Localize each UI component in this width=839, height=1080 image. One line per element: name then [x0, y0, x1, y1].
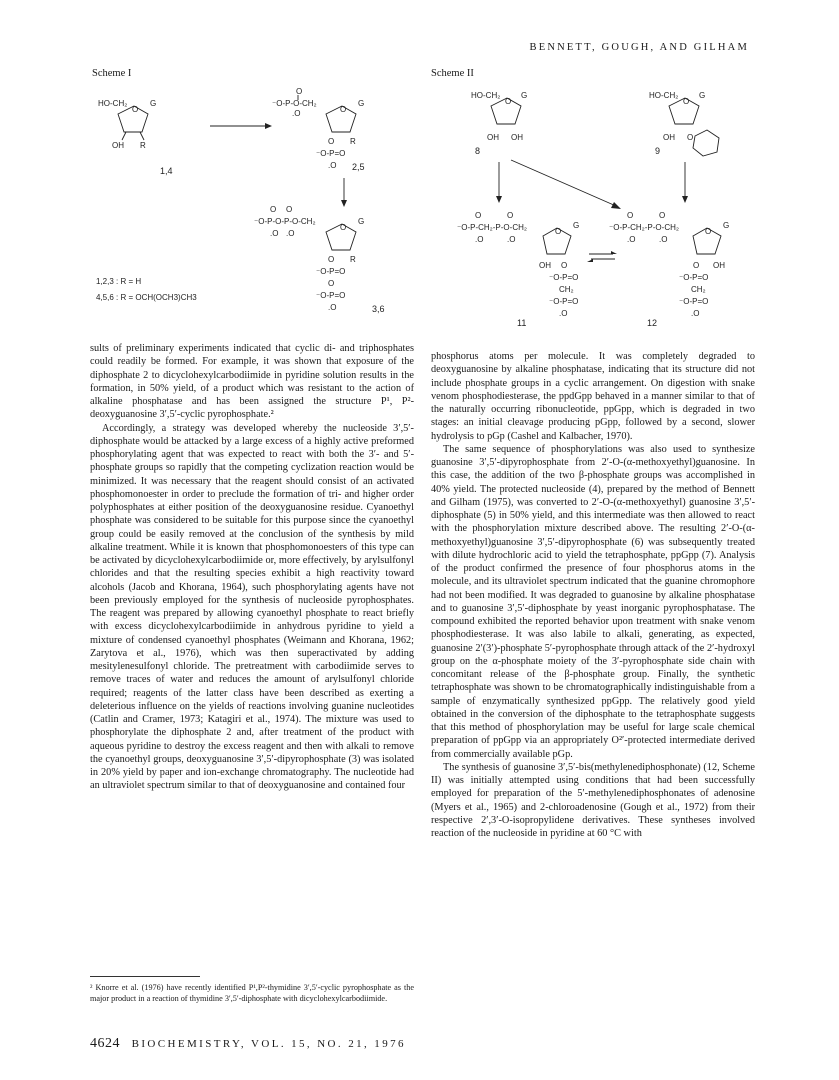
svg-text:⁻O-P=O: ⁻O-P=O	[549, 297, 579, 306]
scheme-2-label-8: 8	[475, 146, 481, 156]
svg-text:.O: .O	[286, 229, 295, 238]
scheme-2-label: Scheme II	[431, 68, 474, 79]
compound-11-structure	[457, 211, 579, 318]
scheme-2-diagram	[431, 82, 761, 340]
svg-text:G: G	[723, 221, 730, 230]
svg-text:G: G	[699, 91, 706, 100]
scheme-1-label-2-5: 2,5	[352, 162, 365, 172]
svg-text:OH: OH	[112, 141, 124, 150]
svg-text:.O: .O	[559, 309, 568, 318]
left-column	[90, 342, 414, 793]
svg-text:.O: .O	[292, 109, 301, 118]
svg-text:O: O	[475, 211, 482, 220]
svg-text:⁻O-P=O: ⁻O-P=O	[549, 273, 579, 282]
scheme-2-label-9: 9	[655, 146, 661, 156]
svg-text:O: O	[705, 227, 712, 236]
svg-text:O: O	[328, 137, 335, 146]
journal-citation: BIOCHEMISTRY, VOL. 15, NO. 21, 1976	[131, 1038, 406, 1050]
left-paragraph-2: Accordingly, a strategy was developed whereby the nucleoside 3′,5′-diphosphate would be attacked by a large excess of a highly active preformed phosphorylating agent that was expected to react with both the 3′- and 5′-phosphate groups so rapidly that the competing cyclization reaction would be minimized. It was necessary that the reagent should consist of an activated phosphomonoester in order to preclude the formation of tri- and higher order polyphosphates at either position of the deoxyguanosine residue. Cyanoethyl phosphate was considered to be suitable for this purpose since the cyanoethyl group could be easily removed at the conclusion of the synthesis by mild alkaline treatment. While it is known that phosphomonoesters of this type can be activated by dicyclohexylcarbodiimide or, more effectively, by arylsulfonyl chlorides and that the resulting species exhibit a high reactivity toward alcohols (Jacob and Khorana, 1964), such phosphorylating agents have not been previously employed for the synthesis of nucleoside pyrophosphates. The reagent was prepared by allowing cyanoethyl phosphate to react briefly with excess dicyclohexylcarbodiimide in anhydrous pyridine to yield a mixture of condensed cyanoethyl phosphates (Weimann and Khorana, 1962; Zarytova et al., 1976), which was then superactivated by adding mesitylenesulfonyl chloride. The pretreatment with carbodiimide serves to remove traces of water and reduces the amount of arylsulfonyl chloride required; reagents of the latter class have been described as exerting a deleterious influence on the yields of reactions involving guanine nucleotides (Catlin and Cramer, 1973; Katagiri et al., 1974). The mixture was used to phosphorylate the diphosphate 2 and, after treatment of the product with aqueous pyridine to destroy the excess reagent and then with alkali to remove the cyanoethyl groups, deoxyguanosine 3′,5′-dipyrophosphate (3) was isolated in 20% yield by paper and ion-exchange chromatography. The nucleotide had an ultraviolet spectrum similar to that of deoxyguanosine and contained four	[90, 422, 414, 792]
scheme-1-diagram	[90, 82, 420, 332]
svg-text:⁻O-P-O-P-O-CH₂: ⁻O-P-O-P-O-CH₂	[254, 217, 316, 226]
svg-text:OH: OH	[663, 133, 675, 142]
svg-text:⁻O-P-CH₂-P-O-CH₂: ⁻O-P-CH₂-P-O-CH₂	[609, 223, 679, 232]
scheme-1-label: Scheme I	[92, 68, 132, 79]
svg-text:O: O	[132, 105, 139, 114]
svg-text:O: O	[340, 105, 347, 114]
compound-3-6-structure	[254, 205, 364, 312]
svg-text:HO-CH₂: HO-CH₂	[471, 91, 501, 100]
svg-text:O: O	[507, 211, 514, 220]
svg-text:.O: .O	[627, 235, 636, 244]
svg-text:⁻O-P-CH₂-P-O-CH₂: ⁻O-P-CH₂-P-O-CH₂	[457, 223, 527, 232]
svg-text:⁻O-P-O-CH₂: ⁻O-P-O-CH₂	[272, 99, 317, 108]
svg-text:R: R	[350, 137, 356, 146]
right-column	[431, 350, 755, 840]
svg-text:⁻O-P=O: ⁻O-P=O	[679, 273, 709, 282]
svg-text:O: O	[555, 227, 562, 236]
svg-text:O: O	[340, 223, 347, 232]
compound-1-4-structure	[98, 99, 156, 150]
svg-text:.O: .O	[475, 235, 484, 244]
svg-text:O: O	[683, 97, 690, 106]
running-head: BENNETT, GOUGH, AND GILHAM	[529, 42, 749, 53]
svg-text:OH: OH	[713, 261, 725, 270]
svg-text:O: O	[693, 261, 700, 270]
compound-12-structure	[609, 211, 729, 318]
svg-text:.O: .O	[328, 161, 337, 170]
svg-text:R: R	[350, 255, 356, 264]
right-paragraph-3: The synthesis of guanosine 3′,5′-bis(methylenediphosphonate) (12, Scheme II) was initially attempted using conditions that had been successfully employed for preparation of the 5′-methylenediphosphonates of adenosine (Myers et al., 1965) and 2-chloroadenosine (Gough et al., 1972) from their respective 2′,3′-O-isopropylidene derivatives. These syntheses involved reaction of the nucleoside in pyridine at 60 °C with	[431, 761, 755, 839]
svg-text:O: O	[328, 255, 335, 264]
svg-text:G: G	[521, 91, 528, 100]
scheme-1-label-3-6: 3,6	[372, 304, 385, 314]
footnote: ² Knorre et al. (1976) have recently identified P¹,P²-thymidine 3′,5′-cyclic pyrophosphate as the major product in a reaction of thymidine 3′,5′-diphosphate with dicyclohexylcarbodiimide.	[90, 983, 414, 1003]
svg-text:O: O	[270, 205, 277, 214]
svg-text:G: G	[358, 217, 365, 226]
svg-text:.O: .O	[328, 303, 337, 312]
svg-text:O: O	[659, 211, 666, 220]
svg-text:OH: OH	[511, 133, 523, 142]
svg-text:.O: .O	[270, 229, 279, 238]
page-number: 4624	[90, 1036, 120, 1051]
page-footer	[90, 1036, 406, 1052]
svg-text:⁻O-P=O: ⁻O-P=O	[316, 149, 346, 158]
scheme-2-label-12: 12	[647, 318, 658, 328]
svg-text:⁻O-P=O: ⁻O-P=O	[316, 291, 346, 300]
svg-text:HO-CH₂: HO-CH₂	[98, 99, 128, 108]
scheme-1-legend-2: 4,5,6 : R = OCH(OCH3)CH3	[96, 293, 197, 302]
svg-text:O: O	[505, 97, 512, 106]
left-paragraph-1: sults of preliminary experiments indicated that cyclic di- and triphosphates could readily be formed. For example, it was shown that exposure of the diphosphate 2 to dicyclohexylcarbodiimide in pyridine solution results in the formation, in 50% yield, of a product which was resistant to the action of alkaline phosphatase and has been assigned the structure P¹, P²-deoxyguanosine 3′,5′-cyclic pyrophosphate.²	[90, 343, 414, 421]
svg-text:CH₂: CH₂	[691, 285, 706, 294]
svg-text:OH: OH	[487, 133, 499, 142]
svg-text:⁻O-P=O: ⁻O-P=O	[316, 267, 346, 276]
footnote-rule	[90, 976, 200, 977]
svg-text:R: R	[140, 141, 146, 150]
svg-text:G: G	[150, 99, 157, 108]
compound-2-5-structure	[272, 87, 364, 170]
svg-text:OH: OH	[539, 261, 551, 270]
svg-text:.O: .O	[659, 235, 668, 244]
svg-text:⁻O-P=O: ⁻O-P=O	[679, 297, 709, 306]
svg-text:O: O	[627, 211, 634, 220]
right-paragraph-2: The same sequence of phosphorylations was also used to synthesize guanosine 3′,5′-dipyrophosphate from 2′-O-(α-methoxyethyl)guanosine. In this case, the addition of the two β-phosphate groups was accomplished in 40% yield. The protected nucleoside (4), prepared by the method of Bennett and Gilham (1975), was converted to 2′-O-(α-methoxyethyl) guanosine 3′,5′-diphosphate (5) in 50% yield, and this intermediate was then allowed to react with the phosphorylation mixture described above. The resulting 2′-O-(α-methoxyethyl)guanosine 3′,5′-dipyrophosphate (6) was subsequently treated with dilute hydrochloric acid to yield the tetraphosphate, ppGpp (7). Analysis of the product confirmed the presence of four phosphorus atoms in the molecule, and its ultraviolet spectrum indicated that the guanine chromophore had not been modified. It was degraded to guanosine by alkaline phosphatase and to guanosine 3′,5′-diphosphate by yeast inorganic pyrophosphatase. The compound exhibited the reported behavior upon treatment with snake venom phosphodiesterase. It was also labile to alkali, generating, as expected, guanosine 2′(3′)-phosphate 5′-pyrophosphate through attack of the 2′-hydroxyl group on the α-phosphate moiety of the 3′-pyrophosphate side chain with concomitant release of the β-phosphate group. Finally, the synthetic tetraphosphate was shown to be chromatographically indistinguishable from a sample of enzymatically synthesized ppGpp. The relatively good yield obtained in the conversion of the diphosphate to the tetraphosphate suggests that this method of phosphorylation may be useful for large scale chemical preparation of ppGpp via an appropriately O²′-protected intermediate derived from commercially available pGp.	[431, 443, 755, 760]
svg-text:O: O	[687, 133, 694, 142]
svg-text:O: O	[296, 87, 303, 96]
svg-text:O: O	[328, 279, 335, 288]
svg-text:.O: .O	[507, 235, 516, 244]
svg-text:.O: .O	[691, 309, 700, 318]
svg-text:HO-CH₂: HO-CH₂	[649, 91, 679, 100]
svg-text:CH₂: CH₂	[559, 285, 574, 294]
svg-text:O: O	[286, 205, 293, 214]
scheme-2-label-11: 11	[517, 318, 527, 328]
svg-text:G: G	[358, 99, 365, 108]
compound-8-structure	[471, 91, 527, 142]
svg-text:O: O	[561, 261, 568, 270]
svg-text:G: G	[573, 221, 580, 230]
right-paragraph-1: phosphorus atoms per molecule. It was completely degraded to deoxyguanosine by alkaline phosphatase, indicating that its structure did not include phosphate groups in a cyclic arrangement. On digestion with snake venom phosphodiesterase, the ppdGpp behaved in a manner similar to that of the naturally occurring ribonucleotide, ppGpp, which is degraded in two stages: an initial cleavage producing pGpp, followed by a second, slower hydrolysis to pGp (Cashel and Kalbacher, 1970).	[431, 351, 755, 442]
scheme-1-legend-1: 1,2,3 : R = H	[96, 277, 142, 286]
scheme-1-label-1-4: 1,4	[160, 166, 173, 176]
